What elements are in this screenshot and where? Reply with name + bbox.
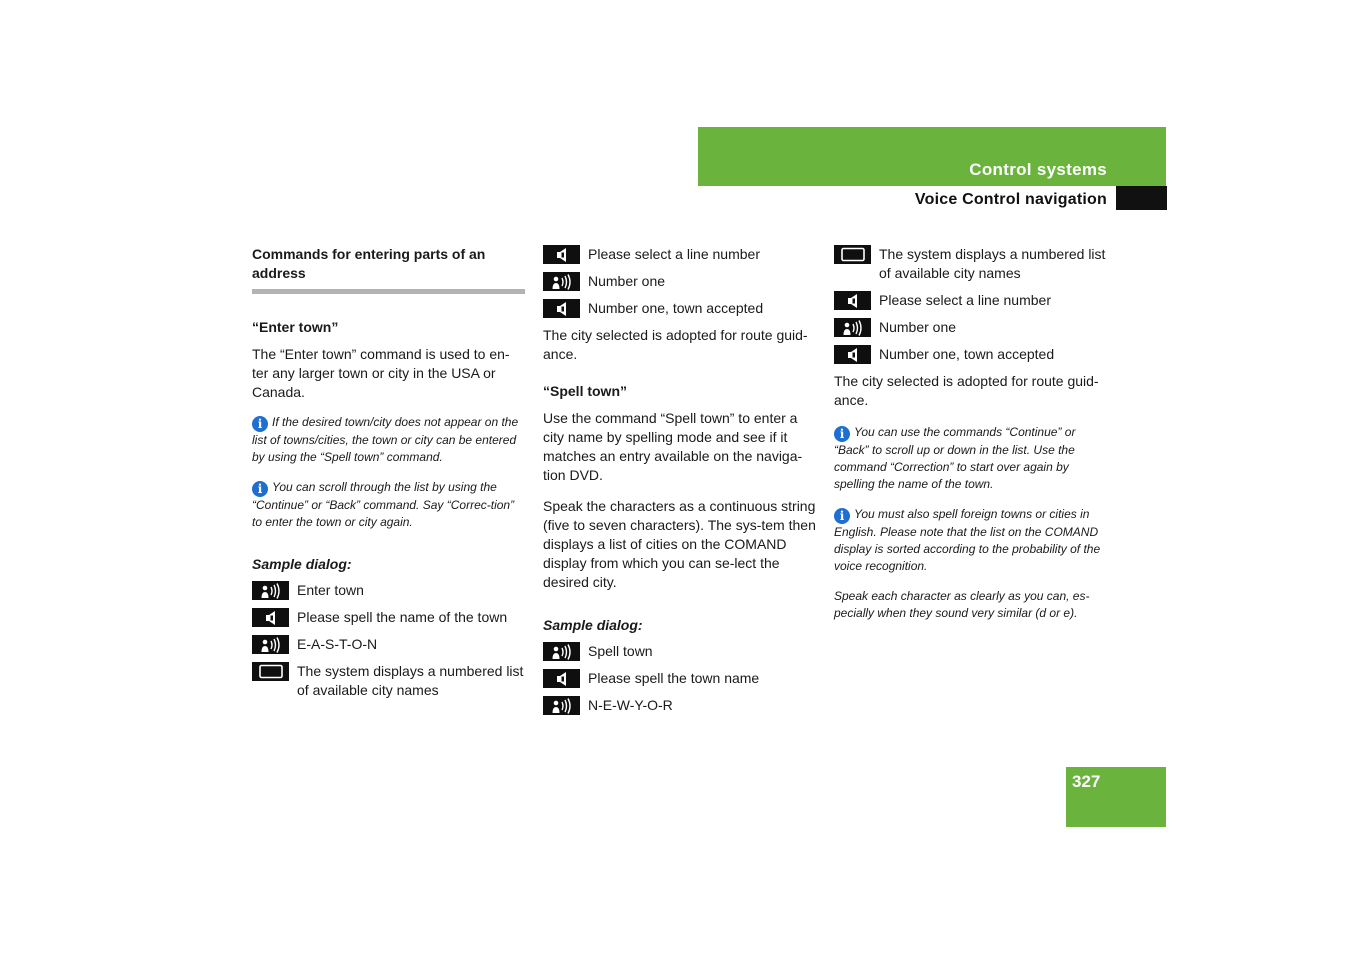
user-speaking-icon (834, 318, 871, 337)
section-marker (1116, 186, 1167, 210)
column-left (252, 245, 525, 708)
enter-town-heading: “Enter town” (252, 319, 339, 335)
info-note-text: You must also spell foreign towns or cities in English. Please note that the list on the COMAND display is sorted according to the probability of the voice recognition. (834, 507, 1101, 573)
chapter-title: Control systems (969, 160, 1107, 179)
dialog-line (543, 299, 819, 318)
sample-dialog-label: Sample dialog: (252, 556, 352, 572)
dialog-line-text: Please spell the town name (588, 670, 760, 686)
info-icon: i (834, 508, 850, 524)
user-speaking-icon (252, 635, 289, 654)
dialog-line (543, 696, 819, 715)
system-speaker-icon (543, 299, 580, 318)
dialog-line (834, 318, 1110, 337)
dialog-line (834, 345, 1110, 364)
column-right (834, 245, 1110, 635)
system-speaker-icon (543, 669, 580, 688)
info-note-text: You can scroll through the list by using the “Continue” or “Back” command. Say “Correc-tion” to enter the town or city again. (252, 480, 515, 529)
dialog-line-text: Please select a line number (588, 246, 760, 262)
info-icon: i (252, 481, 268, 497)
display-screen-icon (252, 662, 289, 681)
dialog-line-text: The system displays a numbered list of available city names (297, 663, 524, 698)
sample-dialog (543, 642, 819, 715)
dialog-line (252, 581, 525, 600)
sample-dialog (252, 581, 525, 700)
dialog-line (834, 291, 1110, 310)
info-icon: i (252, 416, 268, 432)
display-screen-icon (834, 245, 871, 264)
adopted-paragraph: The city selected is adopted for route guid-ance. (834, 373, 1099, 408)
dialog-line-text: Number one, town accepted (879, 346, 1055, 362)
dialog-line-text: E-A-S-T-O-N (297, 636, 378, 652)
info-note (834, 424, 1110, 493)
info-icon: i (834, 426, 850, 442)
sample-dialog-label: Sample dialog: (543, 617, 643, 633)
info-note (252, 414, 525, 466)
dialog-line-text: The system displays a numbered list of available city names (879, 246, 1106, 281)
enter-town-paragraph: The “Enter town” command is used to en-ter any larger town or city in the USA or Canada. (252, 346, 510, 400)
user-speaking-icon (543, 642, 580, 661)
user-speaking-icon (543, 272, 580, 291)
dialog-line (252, 608, 525, 627)
spell-town-paragraph: Use the command “Spell town” to enter a city name by spelling mode and see if it matches an entry available on the naviga-tion DVD. (543, 410, 803, 483)
info-note (252, 479, 525, 531)
dialog-line-text: Please spell the name of the town (297, 609, 508, 625)
adopted-paragraph: The city selected is adopted for route guid-ance. (543, 327, 808, 362)
system-speaker-icon (543, 245, 580, 264)
dialog-line-text: Please select a line number (879, 292, 1051, 308)
dialog-line (252, 635, 525, 654)
dialog-line-text: Number one (588, 273, 666, 289)
info-note (834, 506, 1110, 575)
user-speaking-icon (543, 696, 580, 715)
dialog-line-text: Spell town (588, 643, 653, 659)
user-speaking-icon (252, 581, 289, 600)
section-heading: Commands for entering parts of an address (252, 245, 525, 294)
info-note-plain: Speak each character as clearly as you can, es-pecially when they sound very similar (d or e). (834, 589, 1090, 620)
system-speaker-icon (252, 608, 289, 627)
dialog-line-text: Number one (879, 319, 957, 335)
system-speaker-icon (834, 345, 871, 364)
dialog-line (543, 272, 819, 291)
dialog-line (834, 245, 1110, 283)
page-number: 327 (1072, 772, 1101, 791)
info-note-text: If the desired town/city does not appear on the list of towns/cities, the town or city can be entered by using the “Spell town” command. (252, 415, 519, 464)
dialog-line-text: Enter town (297, 582, 364, 598)
sample-dialog (834, 245, 1110, 364)
dialog-line (543, 669, 819, 688)
dialog-line (252, 662, 525, 700)
page-number-box (1066, 767, 1166, 827)
sample-dialog (543, 245, 819, 318)
column-middle (543, 245, 819, 723)
dialog-line-text: Number one, town accepted (588, 300, 764, 316)
spell-town-heading: “Spell town” (543, 383, 627, 399)
system-speaker-icon (834, 291, 871, 310)
dialog-line-text: N-E-W-Y-O-R (588, 697, 673, 713)
dialog-line (543, 642, 819, 661)
dialog-line (543, 245, 819, 264)
section-title: Voice Control navigation (914, 191, 1107, 208)
info-note-text: You can use the commands “Continue” or “Back” to scroll up or down in the list. Use the command “Correction” to start over again by spelling the name of the town. (834, 425, 1076, 491)
spell-town-paragraph-2: Speak the characters as a continuous string (five to seven characters). The sys-tem then displays a list of cities on the COMAND display from which you can se-lect the desired city. (543, 498, 816, 590)
